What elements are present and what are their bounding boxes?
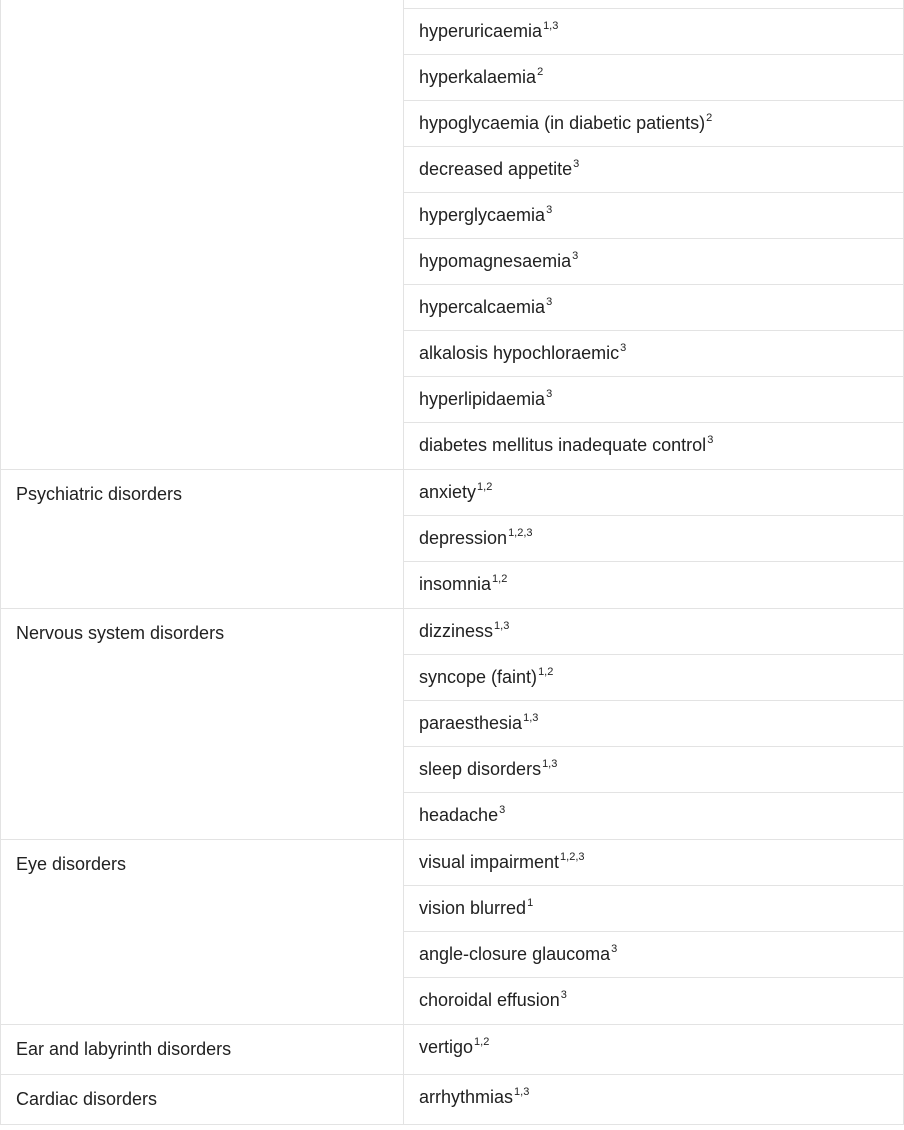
frequency-reference: 3 [707, 434, 714, 446]
effect-item [404, 701, 903, 747]
effect-item [404, 331, 903, 377]
effect-name: alkalosis hypochloraemic [419, 343, 620, 363]
category-label [1, 0, 404, 469]
frequency-reference: 1,3 [523, 712, 539, 724]
effect-name: syncope (faint) [419, 667, 538, 687]
effect-item [404, 1025, 903, 1071]
frequency-reference: 3 [546, 388, 553, 400]
category-label: Cardiac disorders [1, 1075, 404, 1124]
effect-item [404, 470, 903, 516]
effects-list [404, 0, 903, 469]
effects-list [404, 470, 903, 608]
frequency-reference: 3 [573, 158, 580, 170]
frequency-reference: 1,2 [538, 666, 554, 678]
effects-list [404, 1075, 903, 1124]
frequency-reference: 1,2 [492, 573, 508, 585]
effect-name: angle-closure glaucoma [419, 944, 611, 964]
effect-item [404, 193, 903, 239]
effect-name: headache [419, 805, 499, 825]
effect-name: hyperuricaemia [419, 21, 543, 41]
category-group [1, 0, 903, 470]
effect-item [404, 609, 903, 655]
effect-item [404, 1075, 903, 1121]
effect-item [404, 55, 903, 101]
frequency-reference: 1,3 [514, 1086, 530, 1098]
frequency-reference: 1 [527, 897, 534, 909]
category-group [1, 840, 903, 1025]
category-label: Eye disorders [1, 840, 404, 1024]
effect-name: dizziness [419, 621, 494, 641]
effect-name: hyperkalaemia [419, 67, 537, 87]
effect-item [404, 793, 903, 839]
frequency-reference: 1,3 [542, 758, 558, 770]
effect-item [404, 285, 903, 331]
effect-name: arrhythmias [419, 1087, 514, 1107]
frequency-reference: 1,2,3 [560, 851, 585, 863]
effect-name: hyperlipidaemia [419, 389, 546, 409]
frequency-reference: 1,2 [477, 481, 493, 493]
effect-item [404, 932, 903, 978]
frequency-reference: 1,2 [474, 1036, 490, 1048]
frequency-reference: 1,3 [543, 20, 559, 32]
frequency-reference: 3 [611, 943, 618, 955]
category-label: Ear and labyrinth disorders [1, 1025, 404, 1074]
frequency-reference: 3 [560, 989, 567, 1001]
effect-name: paraesthesia [419, 713, 523, 733]
effect-name: vision blurred [419, 898, 527, 918]
effect-item [404, 516, 903, 562]
frequency-reference: 3 [499, 804, 506, 816]
effect-item [404, 239, 903, 285]
effect-item [404, 9, 903, 55]
effect-name: hyperglycaemia [419, 205, 546, 225]
frequency-reference: 2 [537, 66, 544, 78]
effect-item [404, 101, 903, 147]
frequency-reference: 3 [546, 204, 553, 216]
effect-name: depression [419, 528, 508, 548]
effect-item [404, 147, 903, 193]
effect-item [404, 562, 903, 608]
effect-name: hypomagnesaemia [419, 251, 572, 271]
effect-name: choroidal effusion [419, 990, 560, 1010]
effects-list [404, 1025, 903, 1074]
category-group [1, 1025, 903, 1075]
effect-item [404, 840, 903, 886]
category-group [1, 1075, 903, 1125]
effect-item [404, 655, 903, 701]
effect-item [404, 423, 903, 469]
effect-name: hypoglycaemia (in diabetic patients) [419, 113, 706, 133]
effect-item [404, 0, 903, 9]
effect-item [404, 978, 903, 1024]
effects-list [404, 840, 903, 1024]
frequency-reference: 1,2,3 [508, 527, 533, 539]
effect-item [404, 377, 903, 423]
effect-name: anxiety [419, 482, 477, 502]
effect-name: insomnia [419, 574, 492, 594]
effects-list [404, 609, 903, 839]
effect-item [404, 747, 903, 793]
effect-name: vertigo [419, 1037, 474, 1057]
frequency-reference: 3 [546, 296, 553, 308]
frequency-reference: 1,3 [494, 620, 510, 632]
category-label: Nervous system disorders [1, 609, 404, 839]
effect-item [404, 886, 903, 932]
frequency-reference: 3 [572, 250, 579, 262]
effect-name: decreased appetite [419, 159, 573, 179]
effect-name: sleep disorders [419, 759, 542, 779]
effect-name: hypercalcaemia [419, 297, 546, 317]
category-group [1, 609, 903, 840]
frequency-reference: 2 [706, 112, 713, 124]
effect-name: visual impairment [419, 852, 560, 872]
effect-name: diabetes mellitus inadequate control [419, 435, 707, 455]
category-group [1, 470, 903, 609]
frequency-reference: 3 [620, 342, 627, 354]
category-label: Psychiatric disorders [1, 470, 404, 608]
